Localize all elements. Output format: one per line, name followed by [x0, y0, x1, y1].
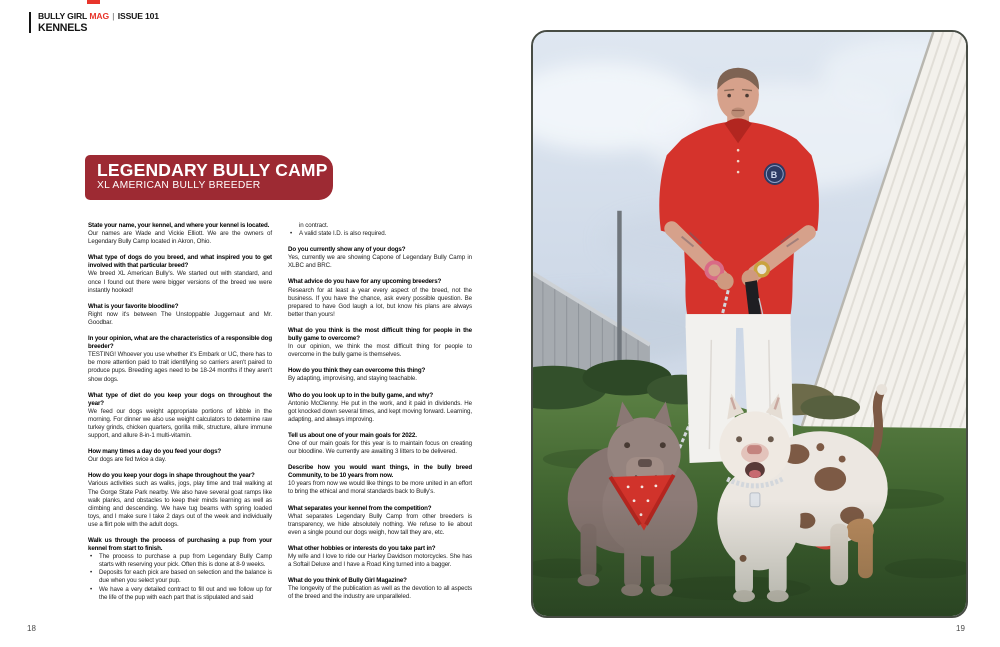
- page-number-left: 18: [27, 624, 36, 633]
- interview-question: What do you think is the most difficult thing for people in the bully game to overcome?: [288, 326, 472, 343]
- masthead-rule: [29, 12, 31, 33]
- masthead-divider: |: [112, 11, 115, 21]
- magazine-title-black: BULLY GIRL: [38, 11, 88, 21]
- magazine-title-red: MAG: [89, 11, 109, 21]
- qa-block: [288, 246, 472, 270]
- interview-answer: By adapting, improvising, and staying teachable.: [288, 375, 417, 383]
- bullet-marker: •: [90, 553, 93, 561]
- qa-block: [288, 327, 472, 359]
- photo-illustration: [533, 32, 966, 616]
- interview-answer: Yes, currently we are showing Capone of Legendary Bully Camp in XLBC and BRC.: [288, 254, 472, 270]
- top-red-tab: [87, 0, 100, 4]
- qa-block: [88, 472, 272, 529]
- bullet-list: [88, 553, 272, 602]
- bottom-vignette: [533, 499, 966, 616]
- qa-block: [288, 577, 472, 601]
- interview-question: How do you keep your dogs in shape throughout the year?: [88, 472, 255, 480]
- bullet-marker: •: [90, 585, 93, 593]
- bullet-text: Deposits for each pick are based on selection and the balance is due when you select your pup.: [99, 569, 272, 585]
- interview-question: What do you think of Bully Girl Magazine?: [288, 577, 407, 585]
- interview-answer: 10 years from now we would like things to be more united in an effort to bring the ethical and moral standards back to Bully's.: [288, 480, 472, 496]
- interview-question: What type of diet do you keep your dogs on throughout the year?: [88, 391, 272, 407]
- interview-question: What advice do you have for any upcoming breeders?: [288, 278, 442, 286]
- interview-answer: We feed our dogs weight appropriate portions of kibble in the morning. For dinner we also use weight calculators to determine raw turkey grinds, chicken quarters, gorilla milk, structure, allure immune support, and allure 8-in-1 multi-vitamin.: [88, 407, 272, 440]
- qa-block: [88, 392, 272, 441]
- bullet-marker: [288, 222, 299, 230]
- kennel-title-banner: [85, 155, 333, 200]
- bullet-text: The process to purchase a pup from Legendary Bully Camp starts with reserving your pick. Often this is done at 8-9 weeks.: [99, 553, 272, 569]
- bullet-marker: •: [90, 569, 93, 577]
- interview-question: What other hobbies or interests do you take part in?: [288, 544, 436, 552]
- interview-answer: My wife and I love to ride our Harley Davidson motorcycles. She has a Softail Deluxe and I have a Road King turned into a bagger.: [288, 553, 472, 569]
- bullet-item: [88, 553, 272, 569]
- interview-answer: What separates Legendary Bully Camp from other breeders is transparency, we hide absolutely nothing. We refuse to lie about even a single pound our dogs weigh, how tall they are, etc.: [288, 512, 472, 536]
- article-column-left: [88, 222, 272, 610]
- interview-answer: TESTING! Whoever you use whether it's Embark or UC, there has to be more attention paid to trait identifying so carriers aren't paired to produce pups. Breeding ages need to be 18-24 months if they aren't show dogs.: [88, 351, 272, 383]
- interview-answer: Our dogs are fed twice a day.: [88, 456, 167, 464]
- qa-block: [88, 222, 272, 246]
- bullet-item: [88, 569, 272, 585]
- bullet-marker: •: [290, 230, 293, 238]
- bullet-text: A valid state I.D. is also required.: [299, 230, 387, 238]
- interview-question: Describe how you would want things, in the bully breed Community, to be 10 years from now.: [288, 464, 472, 480]
- page-number-right: 19: [956, 624, 965, 633]
- interview-answer: Our names are Wade and Vickie Elliott. We are the owners of Legendary Bully Camp located in Akron, Ohio.: [88, 230, 272, 246]
- interview-question: Tell us about one of your main goals for 2022.: [288, 431, 417, 439]
- interview-question: In your opinion, what are the characteristics of a responsible dog breeder?: [88, 335, 272, 351]
- interview-question: What separates your kennel from the competition?: [288, 504, 432, 512]
- bullet-list: [288, 222, 472, 238]
- bullet-item: [288, 222, 472, 230]
- interview-answer: In our opinion, we think the most difficult thing for people to overcome in the bully game is themselves.: [288, 343, 472, 359]
- interview-question: Walk us through the process of purchasing a pup from your kennel from start to finish.: [88, 537, 272, 553]
- qa-block: [288, 464, 472, 496]
- kennel-name: LEGENDARY BULLY CAMP: [97, 160, 328, 180]
- interview-question: State your name, your kennel, and where your kennel is located.: [88, 222, 270, 229]
- wrist-watch: [755, 263, 768, 276]
- interview-answer: Antonio McClenny. He put in the work, and it paid in dividends. He got knocked down several times, and kept moving forward. Learning, adapting, and always improving.: [288, 399, 472, 423]
- interview-answer: We breed XL American Bully's. We started out with standard, and once I found out there were bigger versions of the breed we were instantly hooked!: [88, 270, 272, 294]
- breeder-photo: [531, 30, 968, 618]
- qa-block: [88, 448, 272, 464]
- bullet-text: We have a very detailed contract to fill out and we follow up for the life of the pup with each part that is stipulated and said: [99, 585, 272, 601]
- svg-text:B: B: [770, 169, 778, 181]
- qa-block: [88, 254, 272, 294]
- kennel-subtitle: XL AMERICAN BULLY BREEDER: [97, 180, 261, 191]
- interview-question: What is your favorite bloodline?: [88, 302, 179, 310]
- qa-block: [288, 392, 472, 424]
- interview-question: Who do you look up to in the bully game, and why?: [288, 391, 434, 399]
- interview-question: How do you think they can overcome this thing?: [288, 367, 426, 375]
- qa-block: [88, 303, 272, 327]
- interview-answer: The longevity of the publication as well as the devotion to all aspects of the breed and the industry are unparalleled.: [288, 585, 472, 601]
- interview-question: What type of dogs do you breed, and what inspired you to get involved with that particular breed?: [88, 254, 272, 270]
- bullet-text: in contract.: [299, 222, 329, 229]
- qa-block: [288, 545, 472, 569]
- interview-question: How many times a day do you feed your dogs?: [88, 448, 222, 456]
- qa-block: [88, 537, 272, 602]
- bullet-item: [288, 230, 472, 238]
- section-label: KENNELS: [38, 22, 88, 34]
- interview-question: Do you currently show any of your dogs?: [288, 246, 406, 254]
- qa-block: [288, 278, 472, 318]
- masthead: [38, 11, 159, 34]
- bullet-item: [88, 586, 272, 602]
- qa-block: [288, 367, 472, 383]
- qa-block: [288, 505, 472, 537]
- issue-number: ISSUE 101: [117, 11, 159, 21]
- interview-answer: One of our main goals for this year is to maintain focus on creating our bloodline. We currently are awaiting 3 litters to be delivered.: [288, 439, 472, 456]
- qa-block: [288, 432, 472, 456]
- interview-answer: Various activities such as walks, jogs, play time and trail walking at The Gorge State Park nearby. We also have several goat ramps like walk planks, and obstacles to keep their minds learning as well as climbing and descending. We have tug beams with spring loaded toys, and I make sure I take 2 days out of the week and individually use a flirt pole with the adult dogs.: [88, 480, 272, 528]
- article-column-right: [288, 222, 472, 609]
- interview-answer: Research for at least a year every aspect of the breed, not the business. If you have the chance, ask every possible question. Be prepared to have God laugh a lot, but know his plans are always better than yours!: [288, 286, 472, 318]
- magazine-title: [38, 11, 159, 21]
- qa-block: [288, 222, 472, 238]
- interview-answer: Right now it's between The Unstoppable Juggernaut and Mr. Goodbar.: [88, 310, 272, 326]
- qa-block: [88, 335, 272, 384]
- utility-pole: [617, 211, 621, 370]
